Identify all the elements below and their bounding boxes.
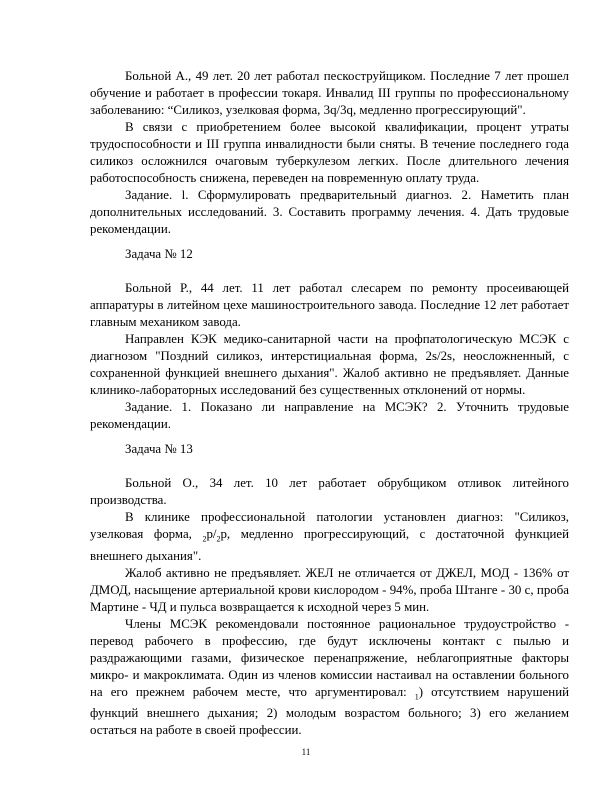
task-13-block — [90, 475, 569, 739]
case-a-paragraph-2: В связи с приобретением более высокой квалификации, процент утраты трудоспособности и III группа инвалидности были сняты. В течение последнего года силикоз осложнился очаговым туберкулезом легких. После длительного лечения работоспособность снижена, переведен на повременную оплату труда. — [90, 120, 569, 185]
task-12-paragraph-1: Больной Р., 44 лет. 11 лет работал слесарем по ремонту просеивающей аппаратуры в литейном цехе машиностроительного завода. Последние 12 лет работает главным механиком завода. — [90, 281, 569, 329]
subscript-2: 2 — [202, 534, 207, 544]
task-12-paragraph-2: Направлен КЭК медико-санитарной части на профпатологическую МСЭК с диагнозом "Поздний силикоз, интерстициальная форма, 2s/2s, неосложненный, с сохраненной функцией внешнего дыхания". Жалоб активно не предъявляет. Данные клинико-лабораторных исследований без существенных отклонений от нормы. — [90, 332, 569, 397]
task-12-block — [90, 280, 569, 433]
case-a-task: Задание. l. Сформулировать предварительный диагноз. 2. Наметить план дополнительных исследований. 3. Составить программу лечения. 4. Дать трудовые рекомендации. — [90, 188, 569, 236]
task-13-heading: Задача № 13 — [125, 442, 193, 456]
case-a-paragraph-1: Больной А., 49 лет. 20 лет работал пескоструйщиком. Последние 7 лет прошел обучение и работает в профессии токаря. Инвалид III группы по профессиональному заболеванию: “Силикоз, узелковая форма, 3q/3q, медленно прогрессирующий". — [90, 69, 569, 117]
task-13-paragraph-1: Больной О., 34 лет. 10 лет работает обрубщиком отливок литейного производства. — [90, 476, 569, 507]
task-12-heading: Задача № 12 — [125, 247, 193, 261]
task-13-paragraph-3: Жалоб активно не предъявляет. ЖЕЛ не отличается от ДЖЕЛ, МОД - 136% от ДМОД, насыщение артериальной крови кислородом - 94%, проба Штанге - 30 с, проба Мартине - ЧД и пульса возвращается к исходной через 5 мин. — [90, 565, 569, 614]
task-13-diagnosis-end: р, медленно прогрессирующий, с достаточной функцией внешнего дыхания". — [90, 527, 569, 563]
page-number: 11 — [301, 747, 311, 757]
task-13-arguments: ) отсутствием нарушений функций внешнего дыхания; 2) молодым возрастом больного; 3) его желанием остаться на работе в своей профессии. — [90, 684, 569, 738]
task-13-paragraph-2 — [90, 509, 569, 565]
task-13-diagnosis-start: В клинике профессиональной патологии установлен диагноз: "Силикоз, узелковая форма, — [90, 510, 569, 541]
subscript-2: 2 — [216, 534, 221, 544]
task-12-task: Задание. 1. Показано ли направление на МСЭК? 2. Уточнить трудовые рекомендации. — [90, 400, 569, 431]
case-a-block — [90, 68, 569, 238]
task-13-diagnosis-mid: р/ — [206, 527, 217, 541]
subscript-1: 1 — [414, 692, 419, 702]
task-13-recommendation: Члены МСЭК рекомендовали постоянное рациональное трудоустройство - перевод рабочего в профессию, где будут исключены контакт с пылью и раздражающими газами, физическое перенапряжение, неблагоприятные факторы микро- и макроклимата. Один из членов комиссии настаивал на оставлении больного на его прежнем рабочем месте, что аргументировал: — [90, 616, 569, 699]
task-13-paragraph-4 — [90, 616, 569, 740]
